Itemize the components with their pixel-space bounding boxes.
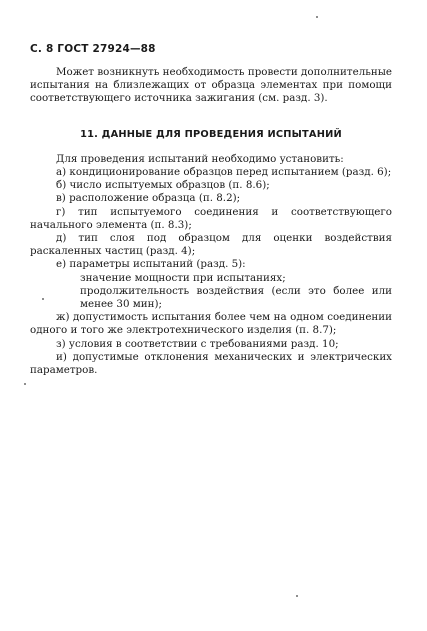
scan-speck — [316, 16, 318, 18]
requirements-list-continued — [30, 311, 392, 377]
section-intro: Для проведения испытаний необходимо установить: — [56, 152, 344, 165]
list-item-v: в) расположение образца (п. 8.2); — [56, 192, 241, 205]
section-title: 11. ДАННЫЕ ДЛЯ ПРОВЕДЕНИЯ ИСПЫТАНИЙ — [80, 128, 342, 140]
test-parameters-sublist — [30, 272, 392, 312]
intro-paragraph: Может возникнуть необходимость провести дополнительные испытания на близлежащих от образца элементах при помощи соответствующего источника зажигания (см. разд. 3). — [30, 66, 392, 105]
list-item-zh: ж) допустимость испытания более чем на одном соединении одного и того же электротехнического изделия (п. 8.7); — [30, 311, 392, 337]
scan-speck — [42, 298, 44, 300]
list-item-z: з) условия в соответствии с требованиями разд. 10; — [56, 337, 339, 350]
list-item-e: е) параметры испытаний (разд. 5): — [56, 258, 246, 271]
list-item-d: д) тип слоя под образцом для оценки воздействия раскаленных частиц (разд. 4); — [30, 232, 392, 258]
list-item-g: г) тип испытуемого соединения и соответствующего начального элемента (п. 8.3); — [30, 205, 392, 231]
sub-item-power: значение мощности при испытаниях; — [80, 271, 286, 284]
page-content — [30, 66, 392, 377]
page-header: С. 8 ГОСТ 27924—88 — [30, 43, 156, 55]
list-item-b: б) число испытуемых образцов (п. 8.6); — [56, 179, 270, 192]
requirements-list — [30, 166, 392, 272]
list-item-i: и) допустимые отклонения механических и электрических параметров. — [30, 350, 392, 377]
list-item-a: а) кондиционирование образцов перед испытанием (разд. 6); — [56, 166, 392, 179]
sub-item-duration: продолжительность воздействия (если это более или менее 30 мин); — [80, 284, 392, 311]
scan-speck — [24, 383, 26, 385]
scan-speck — [296, 595, 298, 597]
